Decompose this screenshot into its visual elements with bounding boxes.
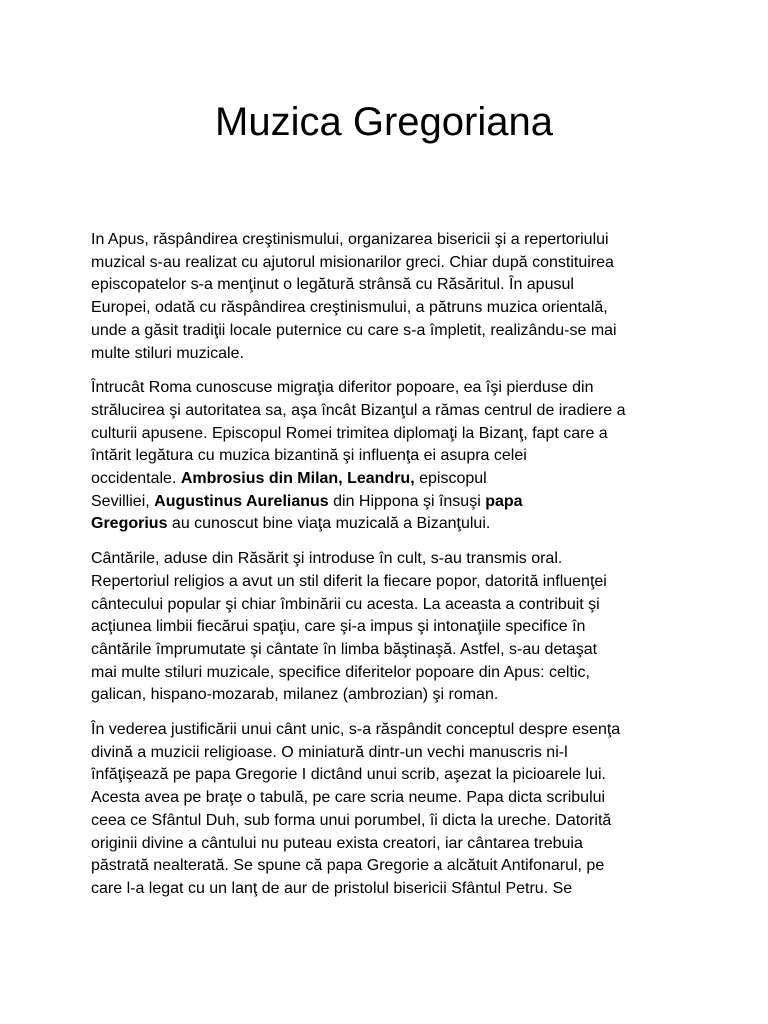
text-line bbox=[91, 343, 691, 366]
text-segment: Acesta avea pe braţe o tabulă, pe care scria neume. Papa dicta scribului bbox=[91, 789, 606, 807]
text-line bbox=[91, 719, 691, 742]
text-segment: care l-a legat cu un lanţ de aur de pristolul bisericii Sfântul Petru. Se bbox=[91, 879, 573, 897]
text-segment: originii divine a cântului nu puteau exista creatori, iar cântarea trebuia bbox=[91, 834, 583, 852]
text-segment: Cântările, aduse din Răsărit şi introduse în cult, s-au transmis oral. bbox=[91, 550, 563, 568]
text-segment: unde a găsit tradiţii locale puternice cu care s-a împletit, realizându-se mai bbox=[91, 321, 617, 339]
text-segment: In Apus, răspândirea creştinismului, organizarea bisericii şi a repertoriului bbox=[91, 231, 609, 248]
paragraph bbox=[91, 548, 691, 707]
text-line bbox=[91, 377, 691, 400]
text-segment: mai multe stiluri muzicale, specifice diferitelor popoare din Apus: celtic, bbox=[91, 663, 590, 681]
text-segment: păstrată nealterată. Se spune că papa Gregorie a alcătuit Antifonarul, pe bbox=[91, 857, 605, 875]
text-segment: au cunoscut bine viaţa muzicală a Bizanţului. bbox=[167, 515, 491, 533]
text-line bbox=[91, 742, 691, 765]
text-line bbox=[91, 833, 691, 856]
text-line bbox=[91, 229, 691, 252]
text-segment: strălucirea şi autoritatea sa, aşa încât Bizanţul a rămas centrul de iradiere a bbox=[91, 401, 626, 419]
document-body bbox=[91, 229, 691, 913]
text-segment: muzical s-au realizat cu ajutorul misionarilor greci. Chiar după constituirea bbox=[91, 253, 614, 271]
text-line bbox=[91, 445, 691, 468]
text-line bbox=[91, 764, 691, 787]
text-segment: acţiunea limbii fiecărui spaţiu, care şi-a impus şi intonaţiile specifice în bbox=[91, 618, 586, 636]
text-line bbox=[91, 571, 691, 594]
text-segment: întărit legătura cu muzica bizantină şi influenţa ei asupra celei bbox=[91, 447, 527, 465]
page-title: Muzica Gregoriana bbox=[215, 100, 553, 144]
bold-text: Gregorius bbox=[91, 515, 168, 533]
text-line bbox=[91, 468, 691, 491]
text-line bbox=[91, 400, 691, 423]
bold-text: Augustinus Aurelianus bbox=[154, 492, 329, 510]
text-line bbox=[91, 513, 691, 536]
text-line bbox=[91, 320, 691, 343]
paragraph bbox=[91, 229, 691, 365]
text-segment: Europei, odată cu răspândirea creştinismului, a pătruns muzica orientală, bbox=[91, 299, 608, 317]
text-segment: culturii apusene. Episcopul Romei trimitea diplomaţi la Bizanţ, fapt care a bbox=[91, 424, 608, 442]
bold-text: papa bbox=[485, 492, 523, 510]
text-segment: înfăţişează pe papa Gregorie I dictând unui scrib, aşezat la picioarele lui. bbox=[91, 766, 606, 784]
bold-text: Ambrosius din Milan, Leandru, bbox=[180, 470, 415, 488]
text-segment: Întrucât Roma cunoscuse migraţia diferitor popoare, ea îşi pierduse din bbox=[91, 379, 594, 397]
text-segment: episcopul bbox=[414, 470, 487, 488]
paragraph bbox=[91, 719, 691, 901]
paragraph bbox=[91, 377, 691, 536]
text-line bbox=[91, 491, 691, 514]
text-segment: occidentale. bbox=[91, 470, 181, 488]
text-line bbox=[91, 423, 691, 446]
text-line bbox=[91, 616, 691, 639]
text-segment: cântările împrumutate şi cântate în limba băştinaşă. Astfel, s-au detaşat bbox=[91, 640, 598, 658]
text-segment: galican, hispano-mozarab, milanez (ambrozian) şi roman. bbox=[91, 686, 499, 704]
text-line bbox=[91, 684, 691, 707]
text-line bbox=[91, 274, 691, 297]
text-line bbox=[91, 548, 691, 571]
text-segment: Repertoriul religios a avut un stil diferit la fiecare popor, datorită influenţei bbox=[91, 572, 607, 590]
text-line bbox=[91, 878, 691, 901]
text-line bbox=[91, 662, 691, 685]
text-segment: ceea ce Sfântul Duh, sub forma unui porumbel, îi dicta la ureche. Datorită bbox=[91, 811, 612, 829]
text-line bbox=[91, 810, 691, 833]
text-line bbox=[91, 252, 691, 275]
text-segment: divină a muzicii religioase. O miniatură dintr-un vechi manuscris ni-l bbox=[91, 743, 568, 761]
text-segment: multe stiluri muzicale. bbox=[91, 344, 244, 362]
text-line bbox=[91, 297, 691, 320]
text-segment: episcopatelor s-a menţinut o legătură strânsă cu Răsăritul. În apusul bbox=[91, 276, 574, 294]
text-segment: din Hippona şi însuşi bbox=[328, 492, 486, 510]
text-segment: Sevilliei, bbox=[91, 492, 155, 510]
text-segment: În vederea justificării unui cânt unic, s-a răspândit conceptul despre esenţa bbox=[91, 721, 621, 739]
text-line bbox=[91, 639, 691, 662]
text-line bbox=[91, 787, 691, 810]
text-line bbox=[91, 594, 691, 617]
text-segment: cântecului popular şi chiar îmbinării cu acesta. La aceasta a contribuit şi bbox=[91, 595, 600, 613]
text-line bbox=[91, 855, 691, 878]
